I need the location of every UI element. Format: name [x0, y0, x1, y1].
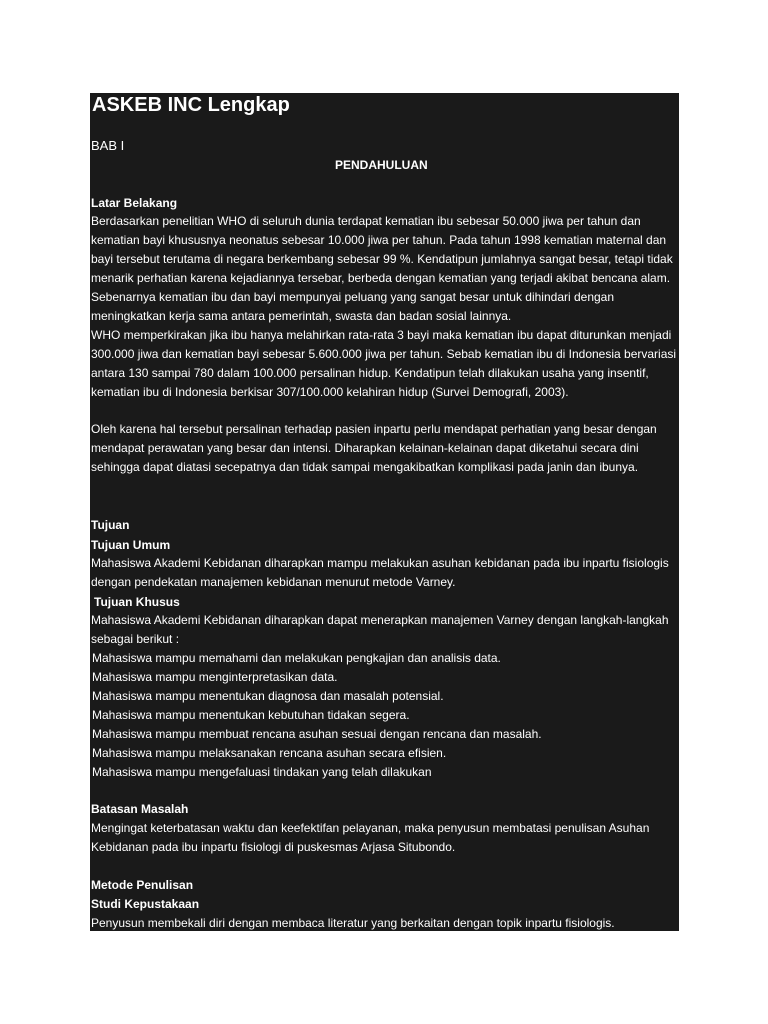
- section-number: 1.2.2.: [47, 595, 78, 609]
- paragraph-latar-3: Oleh karena hal tersebut persalinan terhadap pasien inpartu perlu mendapat perhatian yang besar dengan mendapat perawatan yang besar dan intensi. Diharapkan kelainan-kelainan dapat diketahui secara dini sehingga dapat diatasi secepatnya dan tidak sampai mengakibatkan komplikasi pada janin dan ibunya.: [91, 422, 657, 474]
- list-item: Mahasiswa mampu menentukan diagnosa dan masalah potensial.: [92, 689, 444, 703]
- section-number: 1.2.: [57, 518, 78, 532]
- list-item-number: 2.: [66, 670, 77, 684]
- section-number: 1.3.: [57, 802, 78, 816]
- section-title-tujuan-umum: Tujuan Umum: [91, 538, 171, 552]
- paragraph-tujuan-umum: Mahasiswa Akademi Kebidanan diharapkan mampu melakukan asuhan kebidanan pada ibu inpartu fisiologis dengan pendekatan manajemen kebidanan menurut metode Varney.: [91, 556, 669, 589]
- section-title-latar-belakang: Latar Belakang: [91, 196, 178, 210]
- paragraph-latar-2: WHO memperkirakan jika ibu hanya melahirkan rata-rata 3 bayi maka kematian ibu dapat diturunkan menjadi 300.000 jiwa dan kematian bayi sebesar 5.600.000 jiwa per tahun. Sebab kematian ibu di Indonesia bervariasi antara 130 sampai 780 dalam 100.000 persalinan hidup. Kendatipun telah dilakukan usaha yang insentif, kematian ibu di Indonesia berkisar 307/100.000 kelahiran hidup (Survei Demografi, 2003).: [91, 328, 677, 399]
- chapter-label: BAB I: [91, 138, 125, 153]
- list-item-number: 4.: [66, 708, 77, 722]
- list-item-number: 5.: [66, 727, 77, 741]
- section-number: 1.1.: [57, 196, 78, 210]
- section-number: 1.4.: [57, 878, 78, 892]
- paragraph-batasan: Mengingat keterbatasan waktu dan keefektifan pelayanan, maka penyusun membatasi penulisan Asuhan Kebidanan pada ibu inpartu fisiologi di puskesmas Arjasa Situbondo.: [91, 821, 650, 854]
- document-title: ASKEB INC Lengkap: [92, 94, 290, 116]
- paragraph-latar-1: Berdasarkan penelitian WHO di seluruh dunia terdapat kematian ibu sebesar 50.000 jiwa per tahun dan kematian bayi khususnya neonatus sebesar 10.000 jiwa per tahun. Pada tahun 1998 kematian maternal dan bayi tersebut terutama di negara berkembang sebesar 99 %. Kendatipun jumlahnya sangat besar, tetapi tidak menarik perhatian karena kejadiannya tersebar, berbeda dengan kematian yang terjadi akibat bencana alam. Sebenarnya kematian ibu dan bayi mempunyai peluang yang sangat besar untuk dihindari dengan meningkatkan kerja sama antara pemerintah, swasta dan badan sosial lainnya.: [91, 214, 673, 323]
- list-item: Mahasiswa mampu menginterpretasikan data.: [92, 670, 338, 684]
- section-title-batasan-masalah: Batasan Masalah: [91, 802, 189, 816]
- list-item: Mahasiswa mampu melaksanakan rencana asuhan secara efisien.: [92, 746, 447, 760]
- list-item: Mahasiswa mampu memahami dan melakukan pengkajian dan analisis data.: [92, 651, 501, 665]
- section-title-tujuan-khusus: Tujuan Khusus: [94, 595, 180, 609]
- list-item-number: 7.: [66, 765, 77, 779]
- list-item: Mahasiswa mampu membuat rencana asuhan sesuai dengan rencana dan masalah.: [92, 727, 542, 741]
- paragraph-studi: Penyusun membekali diri dengan membaca literatur yang berkaitan dengan topik inpartu fisiologis.: [91, 916, 615, 930]
- section-title-metode-penulisan: Metode Penulisan: [91, 878, 194, 892]
- section-title-tujuan: Tujuan: [91, 518, 130, 532]
- list-item: Mahasiswa mampu menentukan kebutuhan tidakan segera.: [92, 708, 410, 722]
- chapter-heading: PENDAHULUAN: [335, 158, 428, 172]
- list-item-number: 6.: [66, 746, 77, 760]
- list-item-number: 3.: [66, 689, 77, 703]
- section-number: 1.4.1.: [45, 897, 76, 911]
- list-item: Mahasiswa mampu mengefaluasi tindakan yang telah dilakukan: [92, 765, 432, 779]
- section-number: 1.2.1.: [45, 538, 76, 552]
- paragraph-tujuan-khusus: Mahasiswa Akademi Kebidanan diharapkan dapat menerapkan manajemen Varney dengan langkah-langkah sebagai berikut :: [91, 613, 669, 646]
- section-title-studi-kepustakaan: Studi Kepustakaan: [91, 897, 200, 911]
- list-item-number: 1.: [66, 651, 77, 665]
